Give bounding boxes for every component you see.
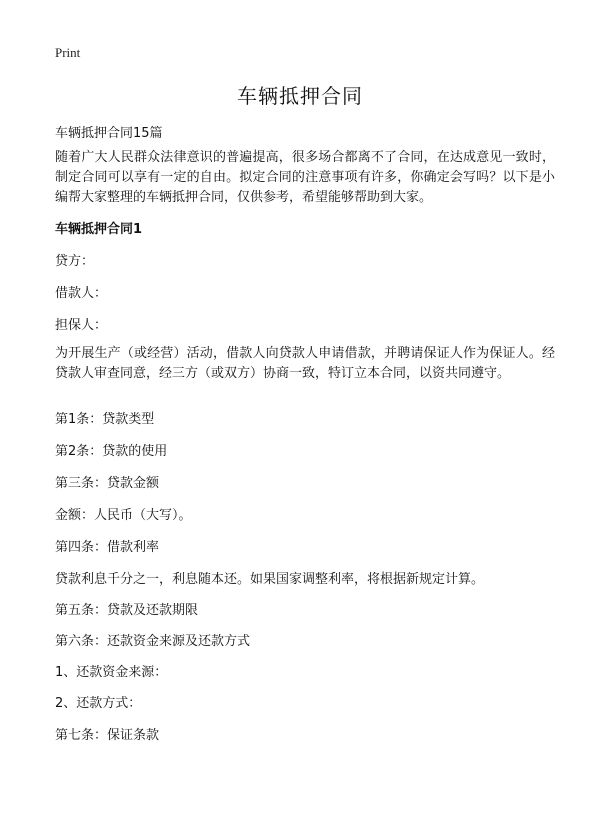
clause-line: 第1条：贷款类型 bbox=[55, 412, 155, 427]
clause-line: 金额：人民币（大写）。 bbox=[55, 508, 192, 523]
borrower-line: 借款人： bbox=[55, 286, 108, 301]
clause-line: 贷款利息千分之一，利息随本还。如果国家调整利率，将根据新规定计算。 bbox=[55, 572, 485, 587]
clause-line: 第2条：贷款的使用 bbox=[55, 444, 168, 459]
print-link[interactable]: Print bbox=[55, 45, 81, 60]
section-heading: 车辆抵押合同1 bbox=[55, 222, 143, 237]
purpose-paragraph: 为开展生产（或经营）活动，借款人向贷款人申请借款，并聘请保证人作为保证人。经贷款人审查同意，经三方（或双方）协商一致，特订立本合同，以资共同遵守。 bbox=[55, 346, 555, 381]
clause-line: 1、还款资金来源： bbox=[55, 665, 168, 680]
intro-paragraph: 随着广大人民群众法律意识的普遍提高，很多场合都离不了合同，在达成意见一致时，制定合同可以享有一定的自由。拟定合同的注意事项有许多，你确定会写吗？以下是小编帮大家整理的车辆抵押合同，仅供参考，希望能够帮助到大家。 bbox=[55, 150, 555, 205]
guarantor-line: 担保人： bbox=[55, 318, 108, 333]
lender-line: 贷方： bbox=[55, 254, 95, 269]
clause-line: 第七条：保证条款 bbox=[55, 728, 160, 743]
clause-line: 第五条：贷款及还款期限 bbox=[55, 603, 199, 618]
document-title: 车辆抵押合同 bbox=[237, 84, 363, 108]
clause-line: 第四条：借款利率 bbox=[55, 540, 160, 555]
document-subtitle: 车辆抵押合同15篇 bbox=[55, 126, 163, 141]
clause-line: 2、还款方式： bbox=[55, 696, 142, 711]
clause-line: 第三条：贷款金额 bbox=[55, 476, 160, 491]
clause-line: 第六条：还款资金来源及还款方式 bbox=[55, 634, 251, 649]
